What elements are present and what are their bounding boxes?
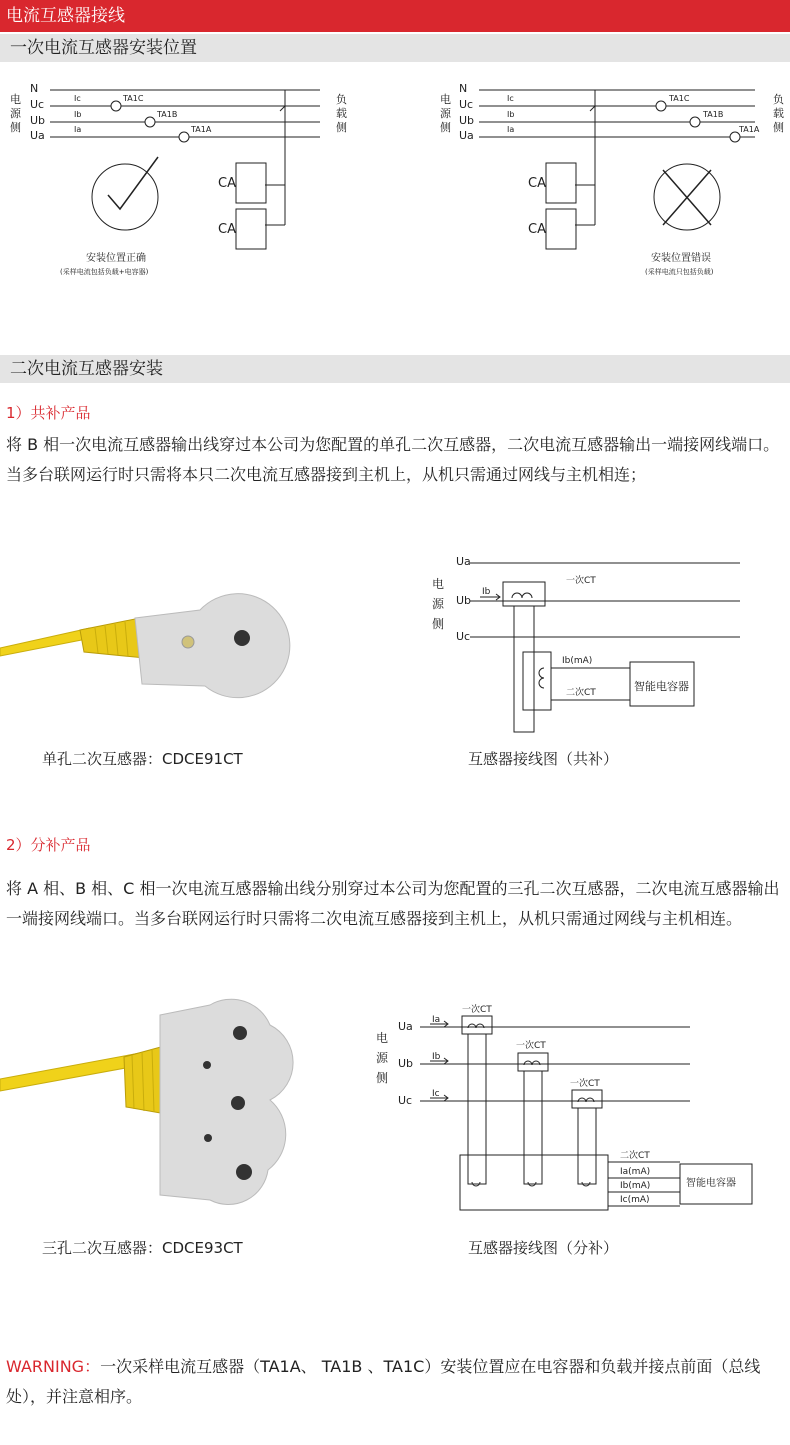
- ct-ta1a: TA1A: [739, 125, 760, 134]
- src-label-3: 侧: [10, 121, 21, 134]
- sub2-title: 2）分补产品: [6, 836, 91, 854]
- line-n-label: N: [30, 82, 39, 95]
- device-label: 智能电容器: [634, 680, 689, 693]
- src-label-1: 电: [376, 1031, 389, 1045]
- line-ua-label: Ua: [398, 1020, 413, 1033]
- ct-ta1b: TA1B: [703, 110, 724, 119]
- ct-triple-caption: 三孔二次互感器：CDCE93CT: [42, 1239, 243, 1257]
- line-n-label: N: [459, 82, 468, 95]
- diagram-wrong: [395, 75, 790, 295]
- note-wrong: (采样电流只包括负载): [645, 268, 714, 276]
- device-label: 智能电容器: [686, 1178, 736, 1189]
- ct-single-caption: 单孔二次互感器：CDCE91CT: [42, 750, 243, 768]
- sub2-text: 将 A 相、B 相、C 相一次电流互感器输出线分别穿过本公司为您配置的三孔二次互感器，二次电流互感器输出一端接网线端口。当多台联网运行时只需将二次电流互感器接到主机上，从机只需通过网线与主机相连。: [6, 879, 780, 928]
- caption-wrong: 安装位置错误: [651, 253, 711, 264]
- src-label-1: 电: [432, 577, 445, 591]
- caption-correct: 安装位置正确: [86, 253, 146, 264]
- src-label-2: 源: [10, 107, 21, 120]
- line-ub-label: Ub: [30, 114, 46, 127]
- src-label-2: 源: [432, 597, 445, 611]
- ib-ma-label: Ib(mA): [620, 1181, 651, 1191]
- current-ia: Ia: [432, 1015, 441, 1025]
- diagram-correct: [0, 75, 395, 295]
- sub1-text: 将 B 相一次电流互感器输出线穿过本公司为您配置的单孔二次互感器，二次电流互感器输出一端接网线端口。当多台联网运行时只需将本只二次电流互感器接到主机上，从机只需通过网线与主机相连；: [6, 435, 780, 484]
- load-label-2: 载: [773, 107, 784, 120]
- ct-ta1a: TA1A: [191, 125, 212, 134]
- ib-ma-label: Ib(mA): [562, 656, 593, 666]
- ca-label-1: CA: [218, 176, 236, 191]
- secondary-ct-label: 二次CT: [620, 1151, 650, 1161]
- src-label-2: 源: [376, 1051, 389, 1065]
- ct-triple-image: [0, 995, 330, 1215]
- warning-label: WARNING：: [6, 1357, 101, 1376]
- ca-label-2: CA: [218, 222, 236, 237]
- diagram-common-caption: 互感器接线图（共补）: [468, 750, 619, 768]
- current-ia: Ia: [507, 125, 515, 134]
- ct-ta1c: TA1C: [669, 94, 690, 103]
- primary-ct-label: 一次CT: [566, 576, 596, 586]
- current-ic: Ic: [507, 94, 514, 103]
- src-label-3: 侧: [432, 617, 445, 631]
- ct-ta1c: TA1C: [123, 94, 144, 103]
- line-ub-label: Ub: [398, 1057, 414, 1070]
- src-label-3: 侧: [440, 121, 451, 134]
- current-ib: Ib: [432, 1052, 441, 1062]
- line-uc-label: Uc: [398, 1094, 413, 1107]
- src-label-2: 源: [440, 107, 451, 120]
- current-ib: Ib: [507, 110, 515, 119]
- ct-single-image: [0, 580, 320, 700]
- load-label-3: 侧: [773, 121, 784, 134]
- src-label-3: 侧: [376, 1071, 389, 1085]
- current-ib: Ib: [482, 587, 491, 597]
- line-uc-label: Uc: [30, 98, 45, 111]
- current-ib: Ib: [74, 110, 82, 119]
- line-ua-label: Ua: [30, 129, 45, 142]
- ca-label-2: CA: [528, 222, 546, 237]
- current-ic: Ic: [432, 1089, 440, 1099]
- primary-ct-label-b: 一次CT: [516, 1041, 546, 1051]
- ca-label-1: CA: [528, 176, 546, 191]
- diagram-common: [420, 550, 770, 750]
- page-header: 电流互感器接线: [0, 0, 790, 32]
- current-ia: Ia: [74, 125, 82, 134]
- diagram-split: [370, 1000, 770, 1220]
- line-uc-label: Uc: [456, 630, 471, 643]
- current-ic: Ic: [74, 94, 81, 103]
- primary-ct-label-a: 一次CT: [462, 1005, 492, 1015]
- section1-title: 一次电流互感器安装位置: [0, 34, 790, 62]
- secondary-ct-label: 二次CT: [566, 688, 596, 698]
- line-ub-label: Ub: [456, 594, 472, 607]
- warning-text: 一次采样电流互感器（TA1A、 TA1B 、TA1C）安装位置应在电容器和负载并接点前面（总线处），并注意相序。: [6, 1357, 761, 1406]
- warning-block: [6, 1352, 786, 1412]
- ct-ta1b: TA1B: [157, 110, 178, 119]
- src-label-1: 电: [440, 93, 451, 106]
- line-uc-label: Uc: [459, 98, 474, 111]
- load-label-2: 载: [336, 107, 347, 120]
- note-correct: (采样电流包括负载+电容器): [60, 268, 149, 276]
- ia-ma-label: Ia(mA): [620, 1167, 651, 1177]
- load-label-3: 侧: [336, 121, 347, 134]
- src-label-1: 电: [10, 93, 21, 106]
- sub1-title: 1）共补产品: [6, 404, 91, 422]
- load-label-1: 负: [336, 93, 347, 106]
- section2-title: 二次电流互感器安装: [0, 355, 790, 383]
- diagram-split-caption: 互感器接线图（分补）: [468, 1239, 619, 1257]
- ic-ma-label: Ic(mA): [620, 1195, 650, 1205]
- line-ub-label: Ub: [459, 114, 475, 127]
- line-ua-label: Ua: [459, 129, 474, 142]
- line-ua-label: Ua: [456, 555, 471, 568]
- primary-ct-label-c: 一次CT: [570, 1079, 600, 1089]
- load-label-1: 负: [773, 93, 784, 106]
